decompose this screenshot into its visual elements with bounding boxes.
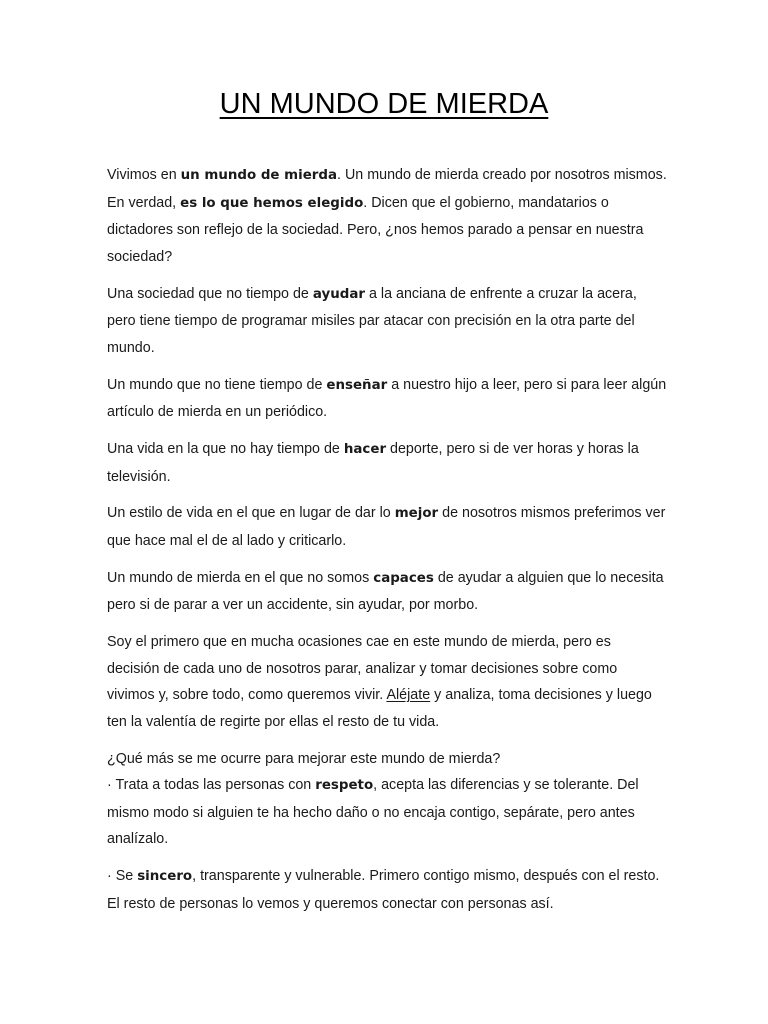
underlined-word: Aléjate xyxy=(386,687,431,704)
text: , acepta las diferencias y se tolerante. Del mismo modo si alguien te ha hecho daño o no encaja contigo, sepárate, pero antes analízalo. xyxy=(107,777,639,848)
text: Vivimos en xyxy=(107,167,181,183)
bold-keyword: capaces xyxy=(373,570,434,586)
bold-keyword: hacer xyxy=(343,441,387,457)
text: a la anciana de enfrente a cruzar la acera, pero tiene tiempo de programar misiles par atacar con precisión en la otra parte del mundo. xyxy=(107,285,637,356)
paragraph-6 xyxy=(107,565,667,619)
document-body xyxy=(107,162,667,928)
bold-keyword: respeto xyxy=(315,778,374,794)
paragraph-8 xyxy=(107,746,667,773)
text: de nosotros mismos preferimos ver que hace mal el de al lado y criticarlo. xyxy=(107,505,666,549)
bold-keyword: es lo que hemos elegido xyxy=(180,195,364,211)
paragraph-3 xyxy=(107,372,667,426)
text: de ayudar a alguien que lo necesita pero si de parar a ver un accidente, sin ayudar, por morbo. xyxy=(107,569,664,614)
text: Un mundo que no tiene tiempo de xyxy=(107,376,327,393)
paragraph-2 xyxy=(107,281,667,362)
text: y analiza, toma decisiones y luego ten la valentía de regirte por ellas el resto de tu vida. xyxy=(107,687,652,730)
text: , transparente y vulnerable. Primero contigo mismo, después con el resto. El resto de personas lo vemos y queremos conectar con personas así. xyxy=(107,868,660,912)
text: · Se xyxy=(107,868,138,885)
text: Una vida en la que no hay tiempo de xyxy=(107,440,344,457)
paragraph-1 xyxy=(107,162,667,270)
paragraph-7 xyxy=(107,629,667,735)
text: Un mundo de mierda en el que no somos xyxy=(107,569,374,586)
paragraph-5 xyxy=(107,500,667,554)
bold-keyword: un mundo de mierda xyxy=(180,168,338,183)
bold-keyword: mejor xyxy=(394,506,439,522)
text: Un estilo de vida en el que en lugar de dar lo xyxy=(107,505,395,522)
bold-keyword: enseñar xyxy=(326,377,388,393)
text: . Un mundo de mierda creado por nosotros mismos. En verdad, xyxy=(107,167,667,211)
text: ¿Qué más se me ocurre para mejorar este mundo de mierda? xyxy=(107,750,501,767)
text: a nuestro hijo a leer, pero si para leer algún artículo de mierda en un periódico. xyxy=(107,376,667,421)
paragraph-4 xyxy=(107,436,667,490)
text: · Trata a todas las personas con xyxy=(107,777,316,794)
document-title: UN MUNDO DE MIERDA xyxy=(219,88,549,120)
text: deporte, pero si de ver horas y horas la televisión. xyxy=(107,440,639,485)
bold-keyword: sincero xyxy=(137,869,193,885)
text: . Dicen que el gobierno, mandatarios o dictadores son reflejo de la sociedad. Pero, ¿nos hemos parado a pensar en nuestra sociedad? xyxy=(107,194,644,265)
text: Una sociedad que no tiempo de xyxy=(107,285,313,302)
bold-keyword: ayudar xyxy=(312,286,365,302)
paragraph-10 xyxy=(107,863,667,917)
text: Soy el primero que en mucha ocasiones cae en este mundo de mierda, pero es decisión de cada uno de nosotros parar, analizar y tomar decisiones sobre como vivimos y, sobre todo, como queremos vivir. xyxy=(107,634,618,704)
paragraph-9 xyxy=(107,772,667,853)
